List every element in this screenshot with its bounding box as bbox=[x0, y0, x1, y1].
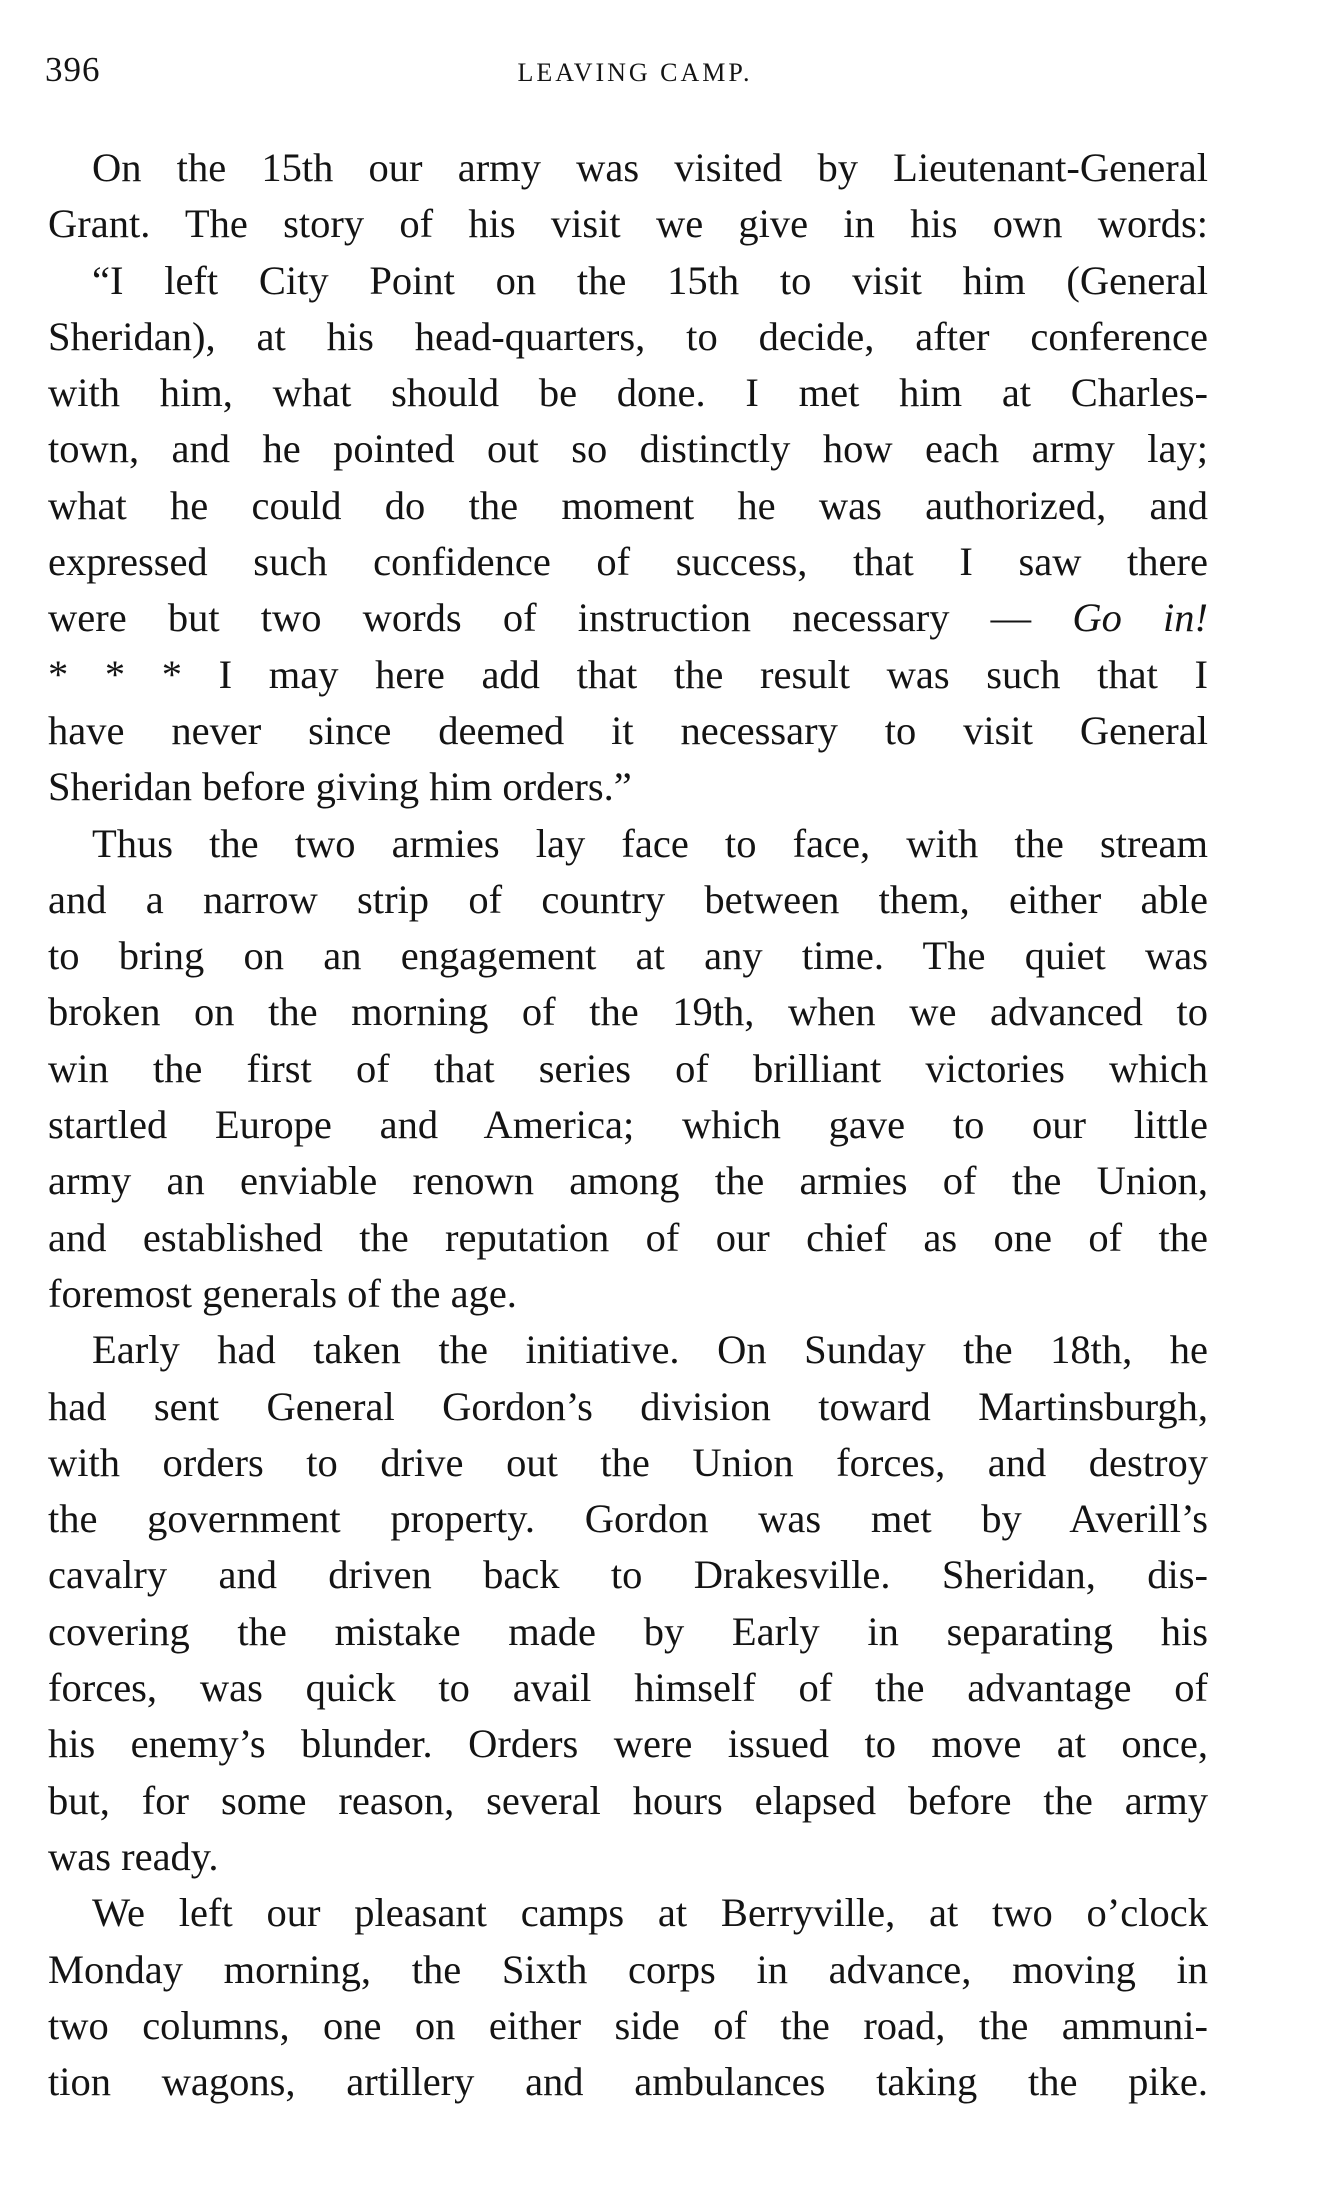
text-line: startled Europe and America; which gave to our little bbox=[48, 1102, 1208, 1148]
text-line: On the 15th our army was visited by Lieutenant-General bbox=[92, 145, 1208, 190]
text-line: * * * I may here add that the result was such that I bbox=[48, 651, 1208, 697]
text-line: Grant. The story of his visit we give in his own words: bbox=[48, 201, 1208, 247]
text-line: with orders to drive out the Union forces, and destroy bbox=[48, 1439, 1208, 1485]
text-line: win the first of that series of brilliant victories which bbox=[48, 1045, 1208, 1091]
text-line: tion wagons, artillery and ambulances taking the pike. bbox=[48, 2059, 1208, 2105]
text-line: covering the mistake made by Early in separating his bbox=[48, 1608, 1208, 1654]
emphasis-text: Go in! bbox=[1072, 595, 1208, 641]
text-line: what he could do the moment he was authorized, and bbox=[48, 482, 1208, 528]
text-line: forces, was quick to avail himself of the advantage of bbox=[48, 1665, 1208, 1711]
text-line: Sheridan), at his head-quarters, to decide, after conference bbox=[48, 313, 1208, 359]
text-line: his enemy’s blunder. Orders were issued to move at once, bbox=[48, 1721, 1208, 1767]
text-line: foremost generals of the age. bbox=[48, 1270, 517, 1316]
body-text bbox=[48, 140, 1208, 2110]
text-line: but, for some reason, several hours elapsed before the army bbox=[48, 1777, 1208, 1823]
text-line: the government property. Gordon was met by Averill’s bbox=[48, 1496, 1208, 1542]
text-line: had sent General Gordon’s division toward Martinsburgh, bbox=[48, 1383, 1208, 1429]
page-number: 396 bbox=[45, 50, 101, 89]
text-line: town, and he pointed out so distinctly how each army lay; bbox=[48, 426, 1208, 472]
text-line: “I left City Point on the 15th to visit him (General bbox=[92, 257, 1208, 303]
text-line: have never since deemed it necessary to visit General bbox=[48, 707, 1208, 753]
text-line: Monday morning, the Sixth corps in advance, moving in bbox=[48, 1946, 1208, 1992]
running-head: LEAVING CAMP. bbox=[517, 58, 753, 87]
text-line: with him, what should be done. I met him at Charles- bbox=[48, 370, 1208, 416]
text-line: Sheridan before giving him orders.” bbox=[48, 764, 632, 810]
page-header bbox=[45, 50, 1205, 100]
text-line: army an enviable renown among the armies of the Union, bbox=[48, 1158, 1208, 1204]
text-line: Thus the two armies lay face to face, with the stream bbox=[92, 820, 1208, 866]
text-line: two columns, one on either side of the road, the ammuni- bbox=[48, 2002, 1208, 2048]
text-line: and a narrow strip of country between them, either able bbox=[48, 876, 1208, 922]
text-line-with-emphasis bbox=[48, 590, 1208, 646]
text-fragment: were but two words of instruction necessary — bbox=[48, 595, 1032, 641]
text-line: We left our pleasant camps at Berryville, at two o’clock bbox=[92, 1890, 1208, 1936]
text-line: cavalry and driven back to Drakesville. Sheridan, dis- bbox=[48, 1552, 1208, 1598]
text-line: expressed such confidence of success, that I saw there bbox=[48, 539, 1208, 585]
text-line: and established the reputation of our chief as one of the bbox=[48, 1214, 1208, 1260]
text-line: Early had taken the initiative. On Sunday the 18th, he bbox=[92, 1327, 1208, 1373]
text-line: to bring on an engagement at any time. The quiet was bbox=[48, 933, 1208, 979]
text-line: was ready. bbox=[48, 1833, 219, 1879]
text-line: broken on the morning of the 19th, when we advanced to bbox=[48, 989, 1208, 1035]
